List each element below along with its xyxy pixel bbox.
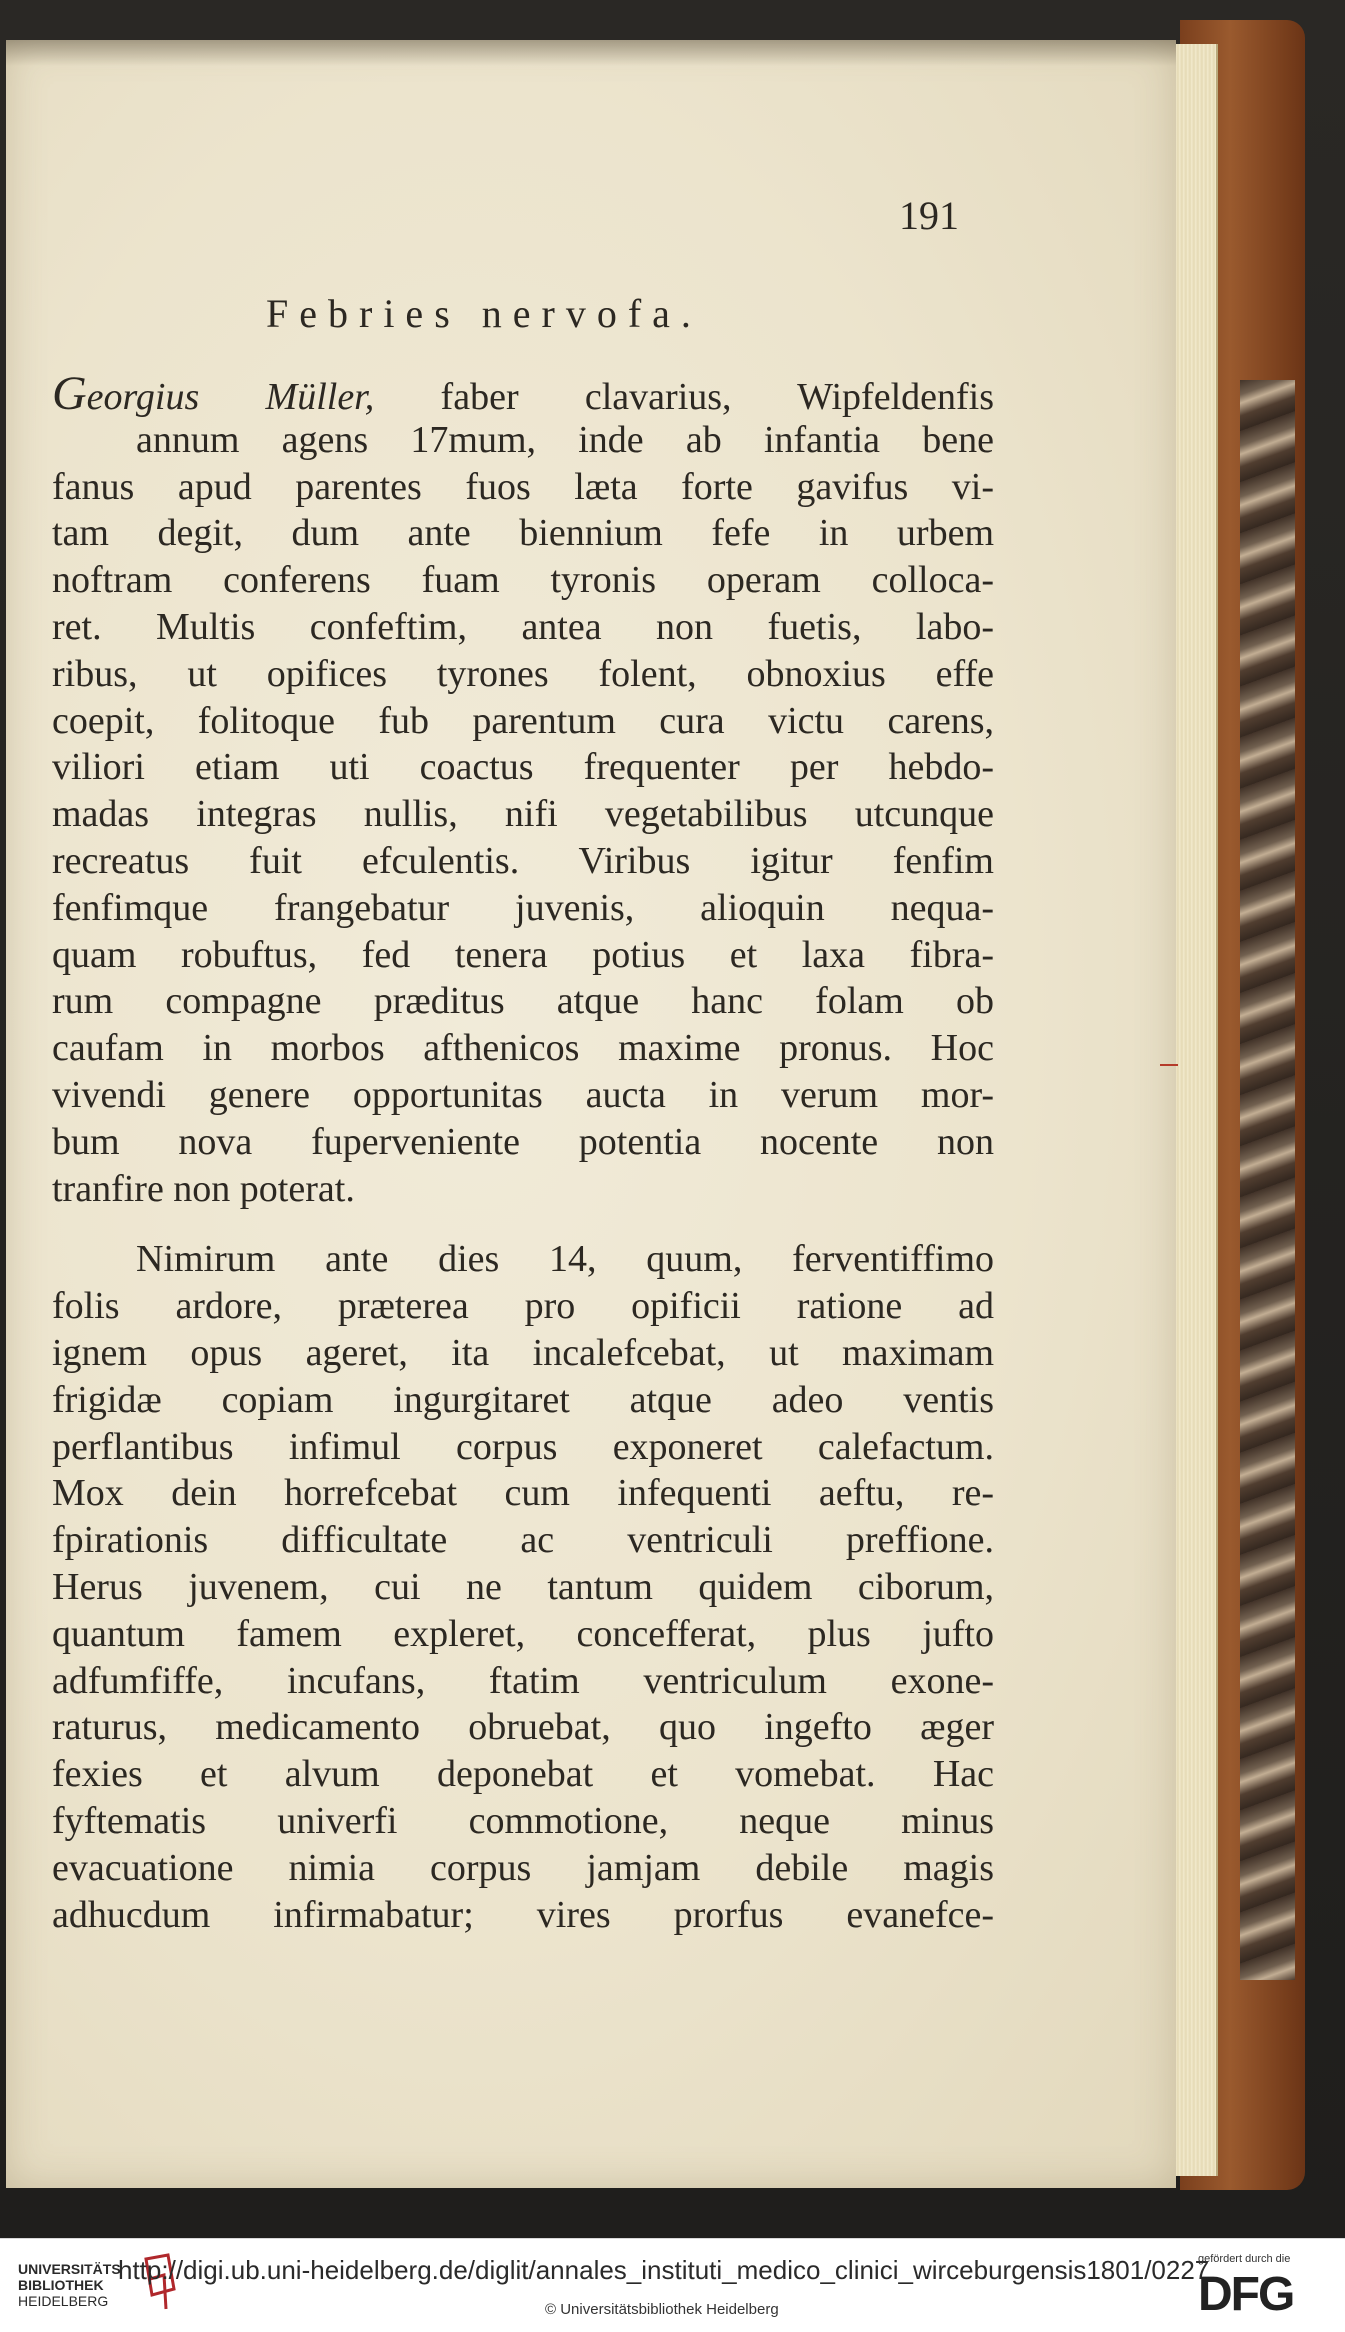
text-line: vivendi genere opportunitas aucta in verum mor- xyxy=(52,1073,994,1116)
text-line: raturus, medicamento obruebat, quo ingefto æger xyxy=(52,1706,994,1749)
line-rest: faber clavarius, Wipfeldenfis xyxy=(374,376,994,418)
text-line: fexies et alvum deponebat et vomebat. Hac xyxy=(52,1753,994,1796)
dfg-logo[interactable]: DFG xyxy=(1198,2268,1294,2321)
text-line: fyftematis univerfi commotione, neque minus xyxy=(52,1799,994,1842)
margin-mark xyxy=(1160,1064,1178,1066)
dfg-funding-note: gefördert durch die xyxy=(1198,2253,1291,2265)
text-line: Nimirum ante dies 14, quum, ferventiffimo xyxy=(136,1238,994,1281)
text-line: recreatus fuit efculentis. Viribus igitur fenfim xyxy=(52,839,994,882)
text-line: fanus apud parentes fuos læta forte gavifus vi- xyxy=(52,465,994,508)
text-line: tranfire non poterat. xyxy=(52,1167,355,1210)
page-shadow xyxy=(6,40,1176,66)
text-line: perflantibus infimul corpus exponeret calefactum. xyxy=(52,1425,994,1468)
library-logo[interactable] xyxy=(18,2261,121,2309)
permalink-url[interactable]: http://digi.ub.uni-heidelberg.de/diglit/annales_instituti_medico_clinici_wirceburgensis1801/0227 xyxy=(118,2255,1210,2285)
page-heading: Febries nervofa. xyxy=(266,291,702,336)
text-line: quantum famem expleret, concefferat, plus jufto xyxy=(52,1612,994,1655)
text-line: rum compagne præditus atque hanc folam ob xyxy=(52,980,994,1023)
marbled-endpaper xyxy=(1240,380,1295,1980)
text-line: fenfimque frangebatur juvenis, alioquin nequa- xyxy=(52,886,994,929)
text-line: evacuatione nimia corpus jamjam debile magis xyxy=(52,1846,994,1889)
body-text xyxy=(52,367,994,1938)
library-logo-line3: HEIDELBERG xyxy=(18,2293,109,2309)
paragraph-gap xyxy=(52,1212,994,1236)
text-line: noftram conferens fuam tyronis operam colloca- xyxy=(52,559,994,602)
text-line: Mox dein horrefcebat cum infequenti aeftu, re- xyxy=(52,1472,994,1515)
text-line: ret. Multis confeftim, antea non fuetis, labo- xyxy=(52,605,994,648)
text-line: viliori etiam uti coactus frequenter per hebdo- xyxy=(52,746,994,789)
library-logo-line1: UNIVERSITÄTS xyxy=(18,2261,121,2277)
text-line: Herus juvenem, cui ne tantum quidem ciborum, xyxy=(52,1565,994,1608)
text-line xyxy=(52,367,994,420)
text-line: coepit, folitoque fub parentum cura victu carens, xyxy=(52,699,994,742)
book-page xyxy=(6,40,1176,2188)
footer-bar xyxy=(0,2238,1345,2332)
text-line: caufam in morbos afthenicos maxime pronus. Hoc xyxy=(52,1027,994,1070)
text-line: adfumfiffe, incufans, ftatim ventriculum exone- xyxy=(52,1659,994,1702)
text-line: ignem opus ageret, ita incalefcebat, ut maximam xyxy=(52,1331,994,1374)
text-line: adhucdum infirmabatur; vires prorfus evanefce- xyxy=(52,1893,994,1936)
italic-name: eorgius Müller, xyxy=(86,376,375,418)
text-line: annum agens 17mum, inde ab infantia bene xyxy=(136,418,994,461)
drop-cap: G xyxy=(52,367,87,420)
text-line: ribus, ut opifices tyrones folent, obnoxius effe xyxy=(52,652,994,695)
text-line: bum nova fuperveniente potentia nocente non xyxy=(52,1120,994,1163)
text-line: frigidæ copiam ingurgitaret atque adeo ventis xyxy=(52,1378,994,1421)
text-line: tam degit, dum ante biennium fefe in urbem xyxy=(52,512,994,555)
text-line: madas integras nullis, nifi vegetabilibus utcunque xyxy=(52,793,994,836)
page-number: 191 xyxy=(899,193,959,238)
text-line: fpirationis difficultate ac ventriculi preffione. xyxy=(52,1519,994,1562)
text-line: quam robuftus, fed tenera potius et laxa fibra- xyxy=(52,933,994,976)
library-logo-line2: BIBLIOTHEK xyxy=(18,2277,104,2293)
copyright-notice: © Universitätsbibliothek Heidelberg xyxy=(545,2301,779,2318)
text-line: folis ardore, præterea pro opificii ratione ad xyxy=(52,1285,994,1328)
